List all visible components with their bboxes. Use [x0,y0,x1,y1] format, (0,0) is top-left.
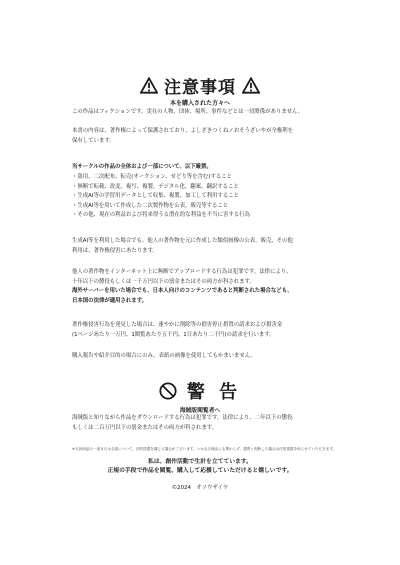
warning-title: 警 告 [186,382,242,403]
prohibited-list [72,173,372,221]
text-line-bold: 海外サーバーを用いた場合でも、日本人向けのコンテンツであると判断された場合なども、 [72,288,293,295]
list-item: ・生成AI等を用いて作成した二次製作物を公表、販売等すること [72,202,229,209]
notice-title: 注意事項 [164,77,236,98]
copyright-notice: ©2024 オソウザイヤ [171,485,229,491]
warning-title-row [0,380,400,402]
text-line: 十年以下の懲役もしくは一千万円以下の罰金またはその両方が科されます。 [72,278,255,285]
fine-print: ※当該商品の一部または全部について、法的措置を講じる場合がございます。いかなる理由にも関わらず、悪質と判断した場合は法的措置を取らせていただきます。 [72,447,337,451]
list-item: ・盗用、二次配布、転売(オークション、せどり等を含む)すること [72,174,232,180]
warning-subtitle: 海賊版閲覧者へ [179,408,221,414]
cover-usage-paragraph: 購入報告や紹介目的の場合にのみ、表紙の画像を使用してもかまいません。 [72,353,256,359]
piracy-paragraph [72,414,372,433]
text-line: 海賊版と知りながら作品をダウンロードする行為は犯罪です。法律により、二年以下の懲役 [72,415,293,421]
list-item: ・その他、現在の利益および将来得うる潜在的な利益を不当に害する行為 [72,212,250,219]
damages-paragraph [72,321,372,340]
text-line: 他人の著作物をインターネット上に無断でアップロードする行為は犯罪です。法律により、 [72,269,292,275]
text-line: (1ページあたり一万円、1閲覧あたり五千円、1日あたり二千円)の請求を行います。 [72,331,275,338]
list-item: ・生成AI等の学習用データとして収集、複製、加工して利用すること [72,193,239,200]
fiction-disclaimer: この作品はフィクションです。実在の人物、団体、場所、事件などとは一切関係がありません。 [72,109,304,115]
notice-subtitle: 本を購入された方々へ [169,100,230,107]
text-line: 生成AI等を利用した場合でも、他人の著作物を元に作成した類似画像の公表、販売、その他 [72,238,293,244]
closing-line-1: 私は、創作活動で生計を立てています。 [148,459,252,465]
upload-paragraph [72,268,372,306]
prohibited-circle-icon [159,382,177,400]
text-line: 利用は、著作権侵害にあたります。 [72,247,158,254]
warning-triangle-icon [242,77,260,94]
ai-paragraph [72,237,372,256]
text-line: 本書の内容は、著作権によって保護されており、よしざきつくねノおそうざいやが全権利を [72,128,294,134]
text-line: 保有しています。 [72,137,115,144]
text-line: 著作権侵害行為を発見した場合は、速やかに削除等の損害停止措置の請求および損害金 [72,322,283,328]
copyright-paragraph [72,127,372,146]
text-line-bold: 日本国の法律が適用されます。 [72,297,148,304]
prohibited-heading: 当サークルの作品の全体および一部について、以下厳禁。 [72,164,212,170]
text-line: もしくは二百万円以下の罰金またはその両方が科されます。 [72,424,218,431]
warning-triangle-icon [140,77,158,94]
list-item: ・無断で転載、改変、複写、複製、デジタル化、翻案、翻訳すること [72,183,239,190]
closing-line-2: 正規の手段で作品を閲覧、購入して応援していただけると嬉しいです。 [107,468,293,474]
notice-title-row [0,74,400,96]
